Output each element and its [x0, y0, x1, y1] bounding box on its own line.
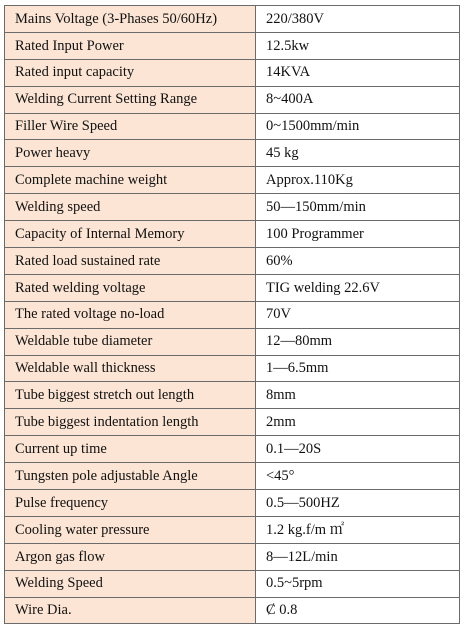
- table-row: [5, 32, 460, 59]
- spec-label-cell: Welding Current Setting Range: [5, 86, 256, 113]
- spec-label-cell: Tube biggest stretch out length: [5, 382, 256, 409]
- table-row: [5, 328, 460, 355]
- spec-value-cell: 70V: [256, 301, 460, 328]
- table-row: [5, 382, 460, 409]
- spec-label-cell: The rated voltage no-load: [5, 301, 256, 328]
- table-row: [5, 516, 460, 543]
- spec-label-cell: Current up time: [5, 436, 256, 463]
- spec-value-cell: 12.5kw: [256, 32, 460, 59]
- spec-value-cell: 0.5—500HZ: [256, 490, 460, 517]
- spec-value-cell: 45 kg: [256, 140, 460, 167]
- spec-label-cell: Weldable tube diameter: [5, 328, 256, 355]
- table-row: [5, 274, 460, 301]
- spec-value-cell: Ȼ 0.8: [256, 597, 460, 624]
- spec-label-cell: Mains Voltage (3-Phases 50/60Hz): [5, 6, 256, 33]
- spec-value-cell: 0.1—20S: [256, 436, 460, 463]
- table-row: [5, 221, 460, 248]
- spec-value-cell: 2mm: [256, 409, 460, 436]
- spec-label-cell: Welding Speed: [5, 570, 256, 597]
- table-row: [5, 194, 460, 221]
- table-row: [5, 409, 460, 436]
- table-row: [5, 355, 460, 382]
- spec-label-cell: Rated welding voltage: [5, 274, 256, 301]
- table-row: [5, 59, 460, 86]
- spec-value-cell: 8~400A: [256, 86, 460, 113]
- spec-label-cell: Complete machine weight: [5, 167, 256, 194]
- spec-value-cell: 1—6.5mm: [256, 355, 460, 382]
- spec-label-cell: Rated load sustained rate: [5, 248, 256, 275]
- spec-value-cell: 0.5~5rpm: [256, 570, 460, 597]
- spec-value-cell: 100 Programmer: [256, 221, 460, 248]
- spec-value-cell: 220/380V: [256, 6, 460, 33]
- table-row: [5, 597, 460, 624]
- table-row: [5, 463, 460, 490]
- spec-label-cell: Tube biggest indentation length: [5, 409, 256, 436]
- spec-label-cell: Rated input capacity: [5, 59, 256, 86]
- spec-label-cell: Pulse frequency: [5, 490, 256, 517]
- spec-value-cell: 50—150mm/min: [256, 194, 460, 221]
- spec-label-cell: Argon gas flow: [5, 543, 256, 570]
- spec-value-cell: 8—12L/min: [256, 543, 460, 570]
- spec-value-cell: Approx.110Kg: [256, 167, 460, 194]
- spec-label-cell: Tungsten pole adjustable Angle: [5, 463, 256, 490]
- table-row: [5, 248, 460, 275]
- table-row: [5, 86, 460, 113]
- spec-value-cell: 12—80mm: [256, 328, 460, 355]
- spec-label-cell: Capacity of Internal Memory: [5, 221, 256, 248]
- spec-label-cell: Wire Dia.: [5, 597, 256, 624]
- spec-value-cell: 60%: [256, 248, 460, 275]
- table-row: [5, 301, 460, 328]
- table-row: [5, 6, 460, 33]
- table-row: [5, 543, 460, 570]
- table-row: [5, 167, 460, 194]
- spec-value-cell: 0~1500mm/min: [256, 113, 460, 140]
- table-row: [5, 113, 460, 140]
- spec-label-cell: Power heavy: [5, 140, 256, 167]
- spec-label-cell: Cooling water pressure: [5, 516, 256, 543]
- specifications-table-body: [5, 6, 460, 624]
- table-row: [5, 570, 460, 597]
- table-row: [5, 436, 460, 463]
- specifications-table: [4, 5, 460, 624]
- table-row: [5, 490, 460, 517]
- table-row: [5, 140, 460, 167]
- spec-label-cell: Rated Input Power: [5, 32, 256, 59]
- spec-value-cell: 1.2 kg.f/m ㎡: [256, 516, 460, 543]
- spec-label-cell: Welding speed: [5, 194, 256, 221]
- spec-value-cell: 8mm: [256, 382, 460, 409]
- spec-label-cell: Filler Wire Speed: [5, 113, 256, 140]
- spec-value-cell: 14KVA: [256, 59, 460, 86]
- spec-value-cell: TIG welding 22.6V: [256, 274, 460, 301]
- spec-label-cell: Weldable wall thickness: [5, 355, 256, 382]
- spec-value-cell: <45°: [256, 463, 460, 490]
